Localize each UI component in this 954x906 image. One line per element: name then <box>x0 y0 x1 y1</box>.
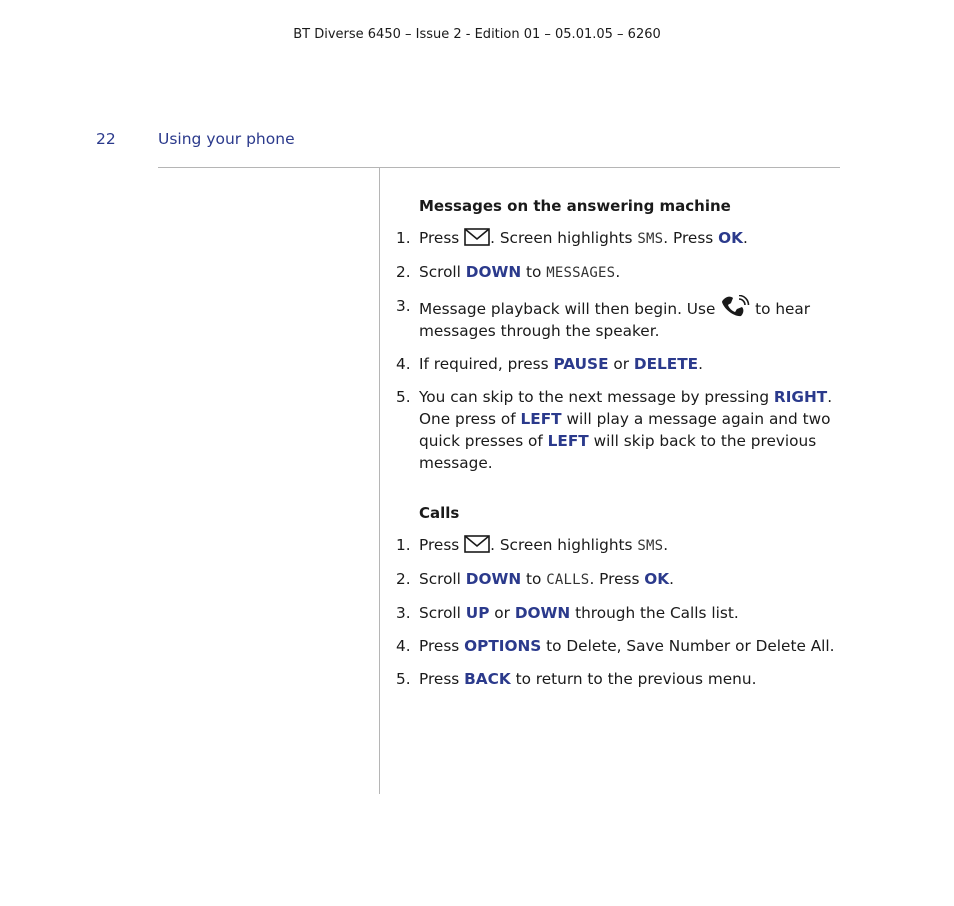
key-label: DOWN <box>465 263 522 281</box>
key-label: BACK <box>464 670 511 688</box>
step-number: 1. <box>396 229 411 247</box>
calls-heading: Calls <box>419 504 460 522</box>
step-text: or <box>489 604 515 622</box>
step-text: . Press <box>589 570 645 588</box>
step-number: 5. <box>396 388 411 406</box>
step-text: Scroll <box>419 263 466 281</box>
step-text: will play a message again and two quick presses of <box>419 410 831 450</box>
step-text: to <box>521 570 547 588</box>
step-text: Scroll <box>419 604 466 622</box>
key-label: DOWN <box>514 604 571 622</box>
lcd-text: MESSAGES <box>546 265 616 281</box>
key-label: OK <box>718 229 743 247</box>
step-text: to return to the previous menu. <box>510 670 757 688</box>
step-text: to <box>521 263 547 281</box>
step-number: 5. <box>396 670 411 688</box>
list-item <box>396 227 836 250</box>
key-label: LEFT <box>520 410 562 428</box>
step-number: 1. <box>396 536 411 554</box>
envelope-icon <box>464 535 490 553</box>
lcd-text: SMS <box>637 538 664 554</box>
step-text: will skip back to the previous message. <box>419 432 817 472</box>
lcd-text: SMS <box>637 231 664 247</box>
document-info: BT Diverse 6450 – Issue 2 - Edition 01 – 05.01.05 – 6260 <box>293 27 661 42</box>
key-label: LEFT <box>547 432 589 450</box>
calls-steps <box>396 534 836 690</box>
list-item <box>396 534 836 557</box>
step-text: Press <box>419 536 465 554</box>
step-text: to Delete, Save Number or Delete All. <box>541 637 835 655</box>
step-number: 4. <box>396 355 411 373</box>
step-text: . One press of <box>419 388 833 428</box>
step-text: . <box>669 570 675 588</box>
lcd-text: CALLS <box>546 572 590 588</box>
step-text: Press <box>419 670 465 688</box>
step-number: 2. <box>396 570 411 588</box>
step-text: to hear messages through the speaker. <box>419 300 811 340</box>
list-item <box>396 635 836 657</box>
page-number: 22 <box>96 130 116 148</box>
step-text: Scroll <box>419 570 466 588</box>
step-text: You can skip to the next message by pressing <box>419 388 774 406</box>
list-item <box>396 353 836 375</box>
step-number: 3. <box>396 297 411 315</box>
step-text: . <box>743 229 748 247</box>
step-text: . Screen highlights <box>490 536 638 554</box>
section-title: Using your phone <box>158 130 295 148</box>
key-label: OK <box>644 570 670 588</box>
key-label: PAUSE <box>553 355 609 373</box>
step-text: through the Calls list. <box>570 604 739 622</box>
step-text: . <box>663 536 669 554</box>
step-text: . <box>615 263 621 281</box>
vertical-rule <box>379 168 380 794</box>
step-text: Press <box>419 229 465 247</box>
list-item <box>396 602 836 624</box>
step-text: Message playback will then begin. Use <box>419 300 721 318</box>
messages-section <box>396 195 836 474</box>
step-text: Press <box>419 637 465 655</box>
handsfree-speaker-icon <box>720 295 750 317</box>
list-item <box>396 295 836 342</box>
list-item <box>396 261 836 284</box>
list-item <box>396 568 836 591</box>
messages-steps <box>396 227 836 474</box>
step-number: 4. <box>396 637 411 655</box>
step-text: If required, press <box>419 355 554 373</box>
step-text: . <box>698 355 703 373</box>
step-number: 2. <box>396 263 411 281</box>
key-label: UP <box>465 604 490 622</box>
step-text: . Screen highlights <box>490 229 638 247</box>
key-label: DOWN <box>465 570 522 588</box>
messages-heading: Messages on the answering machine <box>419 197 731 215</box>
step-text: . Press <box>663 229 719 247</box>
step-number: 3. <box>396 604 411 622</box>
list-item <box>396 386 836 474</box>
key-label: OPTIONS <box>464 637 542 655</box>
envelope-icon <box>464 228 490 246</box>
calls-section <box>396 502 836 690</box>
horizontal-rule <box>158 167 840 168</box>
key-label: RIGHT <box>773 388 828 406</box>
list-item <box>396 668 836 690</box>
step-text: or <box>608 355 634 373</box>
key-label: DELETE <box>633 355 699 373</box>
